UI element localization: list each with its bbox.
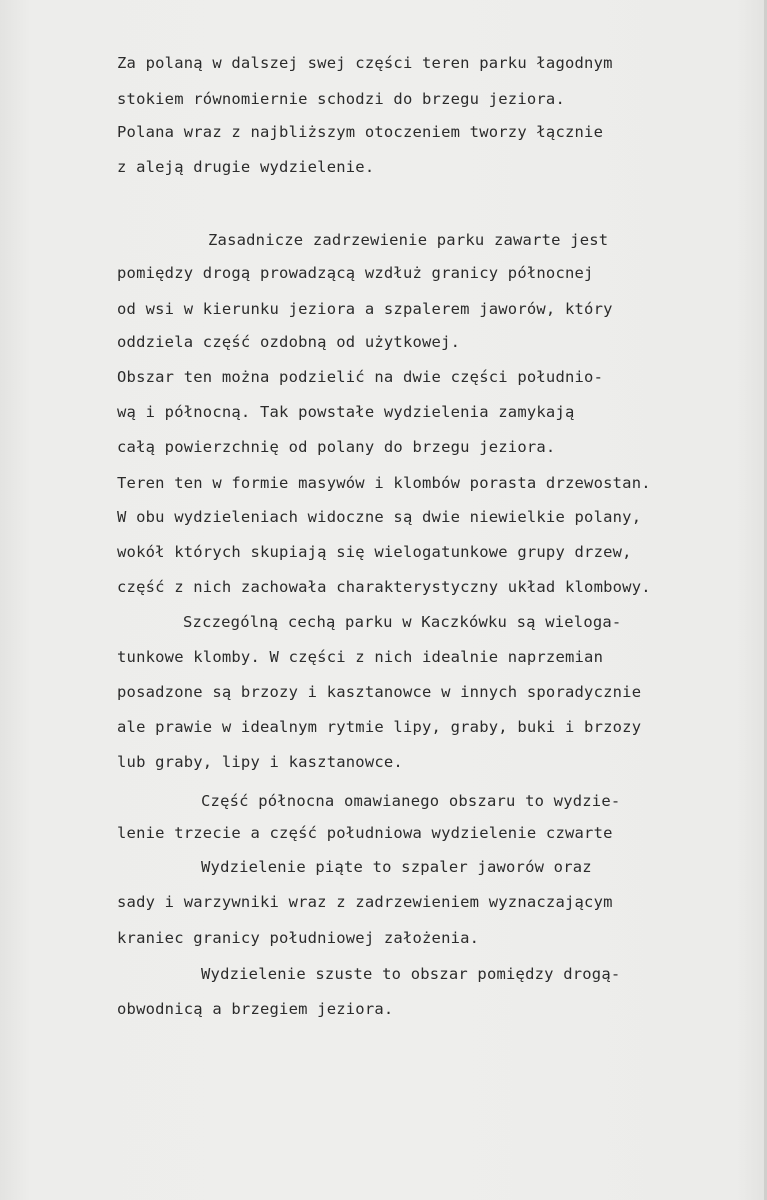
text-line: Teren ten w formie masywów i klombów porasta drzewostan.: [117, 474, 651, 492]
text-line: Wydzielenie piąte to szpaler jaworów oraz: [201, 858, 592, 876]
text-line: Część północna omawianego obszaru to wydzie-: [201, 792, 621, 810]
text-line: Szczególną cechą parku w Kaczkówku są wieloga-: [183, 613, 622, 631]
text-line: stokiem równomiernie schodzi do brzegu jeziora.: [117, 90, 565, 108]
text-line: od wsi w kierunku jeziora a szpalerem jaworów, który: [117, 300, 613, 318]
text-line: Zasadnicze zadrzewienie parku zawarte jest: [208, 231, 609, 249]
text-line: z aleją drugie wydzielenie.: [117, 158, 375, 176]
text-line: Polana wraz z najbliższym otoczeniem tworzy łącznie: [117, 123, 604, 141]
text-line: W obu wydzieleniach widoczne są dwie niewielkie polany,: [117, 508, 642, 526]
text-line: wokół których skupiają się wielogatunkowe grupy drzew,: [117, 543, 632, 561]
text-line: całą powierzchnię od polany do brzegu jeziora.: [117, 438, 556, 456]
text-line: wą i północną. Tak powstałe wydzielenia zamykają: [117, 403, 575, 421]
text-line: obwodnicą a brzegiem jeziora.: [117, 1000, 394, 1018]
text-line: część z nich zachowała charakterystyczny układ klombowy.: [117, 578, 651, 596]
text-line: lub graby, lipy i kasztanowce.: [117, 753, 403, 771]
text-line: Obszar ten można podzielić na dwie części południo-: [117, 368, 604, 386]
text-line: ale prawie w idealnym rytmie lipy, graby, buki i brzozy: [117, 718, 642, 736]
text-line: Za polaną w dalszej swej części teren parku łagodnym: [117, 54, 613, 72]
text-line: tunkowe klomby. W części z nich idealnie naprzemian: [117, 648, 604, 666]
text-line: Wydzielenie szuste to obszar pomiędzy drogą-: [201, 965, 621, 983]
text-line: oddziela część ozdobną od użytkowej.: [117, 333, 461, 351]
text-line: kraniec granicy południowej założenia.: [117, 929, 480, 947]
text-line: posadzone są brzozy i kasztanowce w innych sporadycznie: [117, 683, 642, 701]
text-line: lenie trzecie a część południowa wydzielenie czwarte: [117, 824, 613, 842]
text-line: sady i warzywniki wraz z zadrzewieniem wyznaczającym: [117, 893, 613, 911]
text-line: pomiędzy drogą prowadzącą wzdłuż granicy północnej: [117, 264, 594, 282]
